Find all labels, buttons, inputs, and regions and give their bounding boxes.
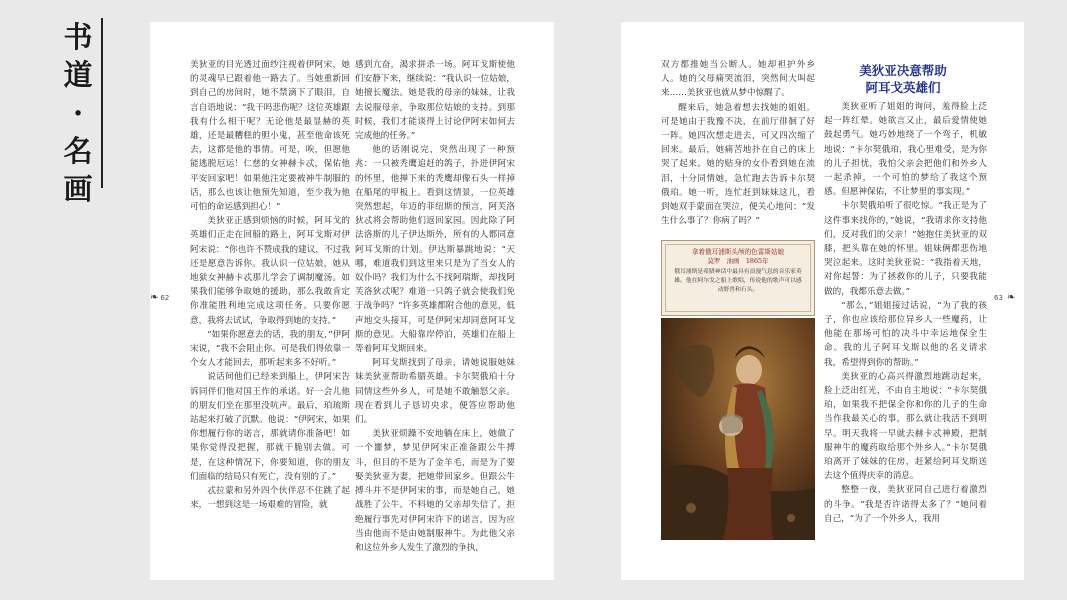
caption-subtitle: 莫罗 油画 1865年 — [707, 257, 769, 265]
left-page — [150, 22, 554, 580]
paragraph: 双方都推她当公断人。她却袒护外乡人。她的父母痛哭流泪，突然间大叫起来……美狄亚也就从梦中惊醒了。 — [661, 60, 815, 99]
ornament-icon: ❧ — [1006, 292, 1014, 303]
left-page-column-1 — [190, 58, 350, 558]
paragraph: 忒拉蒙和另外四个伙伴忍不住跳了起来，一想到这是一场艰难的冒险，就 — [190, 486, 350, 511]
paragraph: 美狄亚烦躁不安地躺在床上，她做了一个噩梦，梦见伊阿宋正准备跟公牛搏斗，但目的不是为了金羊毛，而是为了要娶美狄亚为妻，把她带回家乡。但跟公牛搏斗并不是伊阿宋的事，而是她自己，她战胜了公牛。不料她的父亲却失信了，拒绝履行事先对伊阿宋许下的诺言，因为应当由他而不是由她制服神牛。为此他父亲和这位外乡人发生了激烈的争执， — [355, 429, 515, 553]
paragraph: 整整一夜，美狄亚同自己进行着激烈的斗争。“我是否许诺得太多了？”她问着自己，“为了一个外乡人，我用 — [824, 485, 987, 524]
caption-title: 拿着俄耳浦斯头颅的色雷斯姑娘 — [691, 248, 785, 256]
painting-caption-card — [661, 240, 815, 316]
brand-title: 书道·名画 — [63, 20, 93, 206]
brand-divider — [101, 18, 103, 188]
paragraph: 美狄亚的目光透过面纱注视着伊阿宋，她的灵魂早已跟着他一路去了。当她重新回到自己的房间时，她不禁滴下了眼泪，自言自语地说：“我干吗悲伤呢？这位英雄跟我有什么相干呢？无论他是最显赫的英雄，还是最糟糕的胆小鬼，甚至他命该死去，这都是他的事情。可是，唉，但愿他能逃脱厄运！仁慈的女神赫卡忒，保佑他平安回家吧！如果他注定要被神牛制服的话，那么也该让他预先知道，至少我为他可怕的命运感到担心！” — [190, 60, 350, 213]
paragraph: “如果你愿意去的话，我的朋友，”伊阿宋说，“我不会阻止你。可是我们得依靠一个女人才能回去，那听起来多不好听。” — [190, 329, 350, 369]
left-page-column-2 — [355, 58, 515, 558]
paragraph: 感到亢奋，渴求拼杀一场。阿耳戈斯使他们安静下来，继续说：“我认识一位姑娘，她擅长魔法。她是我的母亲的妹妹，让我去说服母亲，争取那位姑娘的支持。到那时候，我们才能谈得上讨论伊阿宋如何去完成他的任务。” — [355, 60, 515, 142]
paragraph: 美狄亚正感到烦恼的时候，阿耳戈的英雄们正走在回船的路上，阿耳戈斯对伊阿宋说：“你也许不赞成我的建议，不过我还是愿意告诉你。我认识一位姑娘，她从地狱女神赫卡忒那儿学会了调制魔汤。如果我们能够争取她的援助，那么我敢肯定你准能胜利地完成这项任务。只要你愿意，我将去试试，争取得到她的支持。” — [190, 216, 350, 326]
page-number-right-label: 63 — [994, 293, 1003, 302]
page-number-right — [994, 292, 1013, 303]
paragraph: 美狄亚听了姐姐的询问，羞得脸上泛起一阵红晕。她欲言又止，最后爱情使她鼓起勇气。她巧妙地绕了一个弯子，机敏地说：“卡尔契俄珀，我心里难受，是为你的儿子担忧，我怕父亲会把他们和外乡人一起杀掉，一个可怕的梦给了我这个预感。但愿神保佑，不让梦里的事实现。” — [824, 102, 987, 198]
paragraph: 美狄亚的心高兴得激烈地跳动起来，脸上泛出红光，不由自主地说：“卡尔契俄珀，如果我不把保全你和你的儿子的生命当作我最关心的事，那么就让我活不到明早。明天我将一早就去赫卡忒神殿，把制服神牛的魔药取给那个外乡人。”卡尔契俄珀离开了妹妹的住房，赶紧给阿耳戈斯送去这个值得庆幸的消息。 — [824, 371, 987, 482]
paragraph: 他的话刚说完，突然出现了一种预兆：一只被秃鹰追赶的鸽子，扑进伊阿宋的怀里，他掸下来的秃鹰却像石头一样掉在船尾的甲板上。看到这情景，一位英雄突然想起，年迈的菲纽斯的预言，阿芙洛狄忒将会帮助他们返回家园。因此除了阿法洛斯的儿子伊达斯外，所有的人都同意阿耳戈斯的计划。伊达斯暴跳地说：“天哪，难道我们到这里来只是为了当女人的奴仆吗？我们为什么不找阿瑞斯，却找阿芙洛狄忒呢？难道一只鸽子就会使我们免于战争吗？”许多英雄都附合他的意见，低声地交头接耳，可是伊阿宋却同意阿耳戈斯的意见。大船靠岸停泊，英雄们在船上等着阿耳戈斯回来。 — [355, 145, 515, 355]
right-page-column-2 — [824, 100, 987, 560]
paragraph: 阿耳戈斯找到了母亲，请她说服她妹妹美狄亚帮助希腊英雄。卡尔契俄珀十分同情这些外乡人，可是她不敢触怒父亲。现在看到儿子恳切央求，便答应帮助他们。 — [355, 358, 515, 426]
caption-text: 俄耳浦斯是希腊神话中最具有浪漫气息的音乐家英雄。他在阿尔戈之船上歌唱，传说他的歌声可以感动野兽和石头。 — [674, 269, 802, 293]
paragraph: 说话间他们已经来到船上，伊阿宋告诉同伴们他对国王作的承诺。好一会儿他的朋友们坐在那里没吭声。最后，珀琉斯站起来打破了沉默。他说：“伊阿宋，如果你想履行你的诺言，那就请你准备吧！如果你觉得没把握，那就干脆别去做。可是，在这种情况下，你要知道，你的朋友们面临的结局只有死亡，没有别的了。” — [190, 372, 350, 482]
paragraph: 卡尔契俄珀听了很吃惊。“我正是为了这件事来找你的，”她说，“我请求你支持他们，反对我们的父亲！”她抱住美狄亚的双膝，把头靠在她的怀里。姐妹俩都悲伤地哭泣起来。这时美狄亚说：“我指着天地，对你起誓：为了拯救你的儿子，只要我能做的，我都乐意去做。” — [824, 201, 987, 297]
section-heading-line-1: 美狄亚决意帮助 — [859, 63, 947, 78]
paragraph: 醒来后，她急着想去找她的姐姐。可是她由于我豫不决，在前厅徘徊了好一阵。她四次想走进去，可又四次缩了回来。最后，她痛苦地扑在自己的床上哭了起来。她的贴身的女仆看到她在流泪，十分同情她，急忙跑去告诉卡尔契俄珀。她一听，连忙赶到妹妹这儿，看到她双手蒙面在哭泣，便关心地问：“发生什么事了？你病了吗？” — [661, 102, 815, 227]
paragraph: “那么，”姐姐接过话说，“为了我的孩子，你也应该给那位异乡人一些魔药，让他能在那场可怕的决斗中幸运地保全生命。我的儿子阿耳戈斯以他的名义请求我，希望得到你的帮助。” — [824, 300, 987, 368]
section-heading-line-2: 阿耳戈英雄们 — [865, 80, 941, 95]
right-page-column-1 — [661, 58, 815, 228]
ornament-icon: ❧ — [150, 292, 157, 303]
page-number-left-label: 62 — [160, 293, 170, 302]
brand-block — [60, 18, 104, 208]
page-number-left — [150, 292, 169, 303]
painting-image — [661, 318, 815, 540]
right-page — [621, 22, 1024, 580]
section-heading — [803, 62, 1003, 96]
